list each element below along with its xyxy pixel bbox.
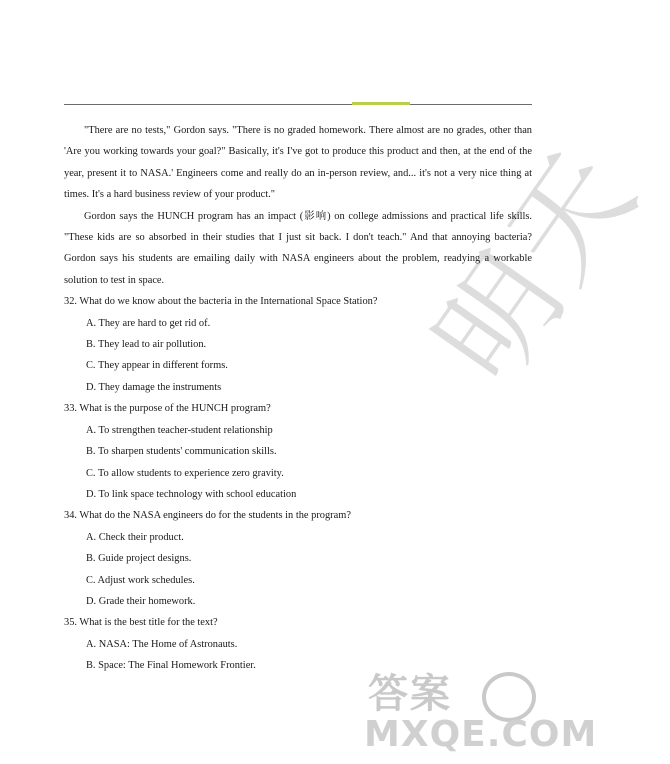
option: D. To link space technology with school education [86, 488, 297, 500]
document-body [64, 120, 532, 677]
question-34 [64, 505, 532, 612]
option: B. Space: The Final Homework Frontier. [86, 660, 256, 672]
watermark: 明天 [409, 123, 665, 407]
option: A. To strengthen teacher-student relationship [86, 424, 273, 436]
option: B. They lead to air pollution. [86, 339, 207, 351]
option: D. They damage the instruments [86, 381, 222, 393]
option: A. Check their product. [86, 531, 184, 543]
option: A. NASA: The Home of Astronauts. [86, 638, 238, 650]
paragraph: Gordon says the HUNCH program has an impact (影响) on college admissions and practical life skills. "These kids are so absorbed in their studies that I just sit back. I don't teach." And that annoying bacteria? Gordon says his students are emailing daily with NASA engineers about the problem, readying a workable solution to test in space. [64, 210, 532, 286]
stamp-top-text: 答案 [368, 671, 452, 717]
paragraph: "There are no tests," Gordon says. "There is no graded homework. There almost are no grades, other than 'Are you working towards your goal?" Basically, it's I've got to produce this product and then, at the end of the year, present it to NASA.' Engineers come and really do an in-person review, and... it's not a very nice thing at times. It's a hard business review of your product." [64, 125, 532, 201]
header-rule [64, 104, 532, 105]
option: B. To sharpen students' communication skills. [86, 446, 277, 458]
option: C. They appear in different forms. [86, 360, 228, 372]
option: A. They are hard to get rid of. [86, 317, 211, 329]
option: D. Grade their homework. [86, 595, 196, 607]
site-stamp-logo [360, 662, 598, 760]
header-accent-bar [352, 102, 410, 105]
question-33 [64, 398, 532, 505]
option: C. Adjust work schedules. [86, 574, 195, 586]
question-stem: 35. What is the best title for the text? [64, 617, 218, 629]
question-stem: 33. What is the purpose of the HUNCH program? [64, 403, 271, 415]
question-stem: 32. What do we know about the bacteria in the International Space Station? [64, 296, 378, 308]
option: B. Guide project designs. [86, 553, 192, 565]
question-stem: 34. What do the NASA engineers do for the students in the program? [64, 510, 351, 522]
option: C. To allow students to experience zero gravity. [86, 467, 284, 479]
question-32 [64, 291, 532, 398]
stamp-bottom-text: MXQE.COM [364, 714, 598, 755]
